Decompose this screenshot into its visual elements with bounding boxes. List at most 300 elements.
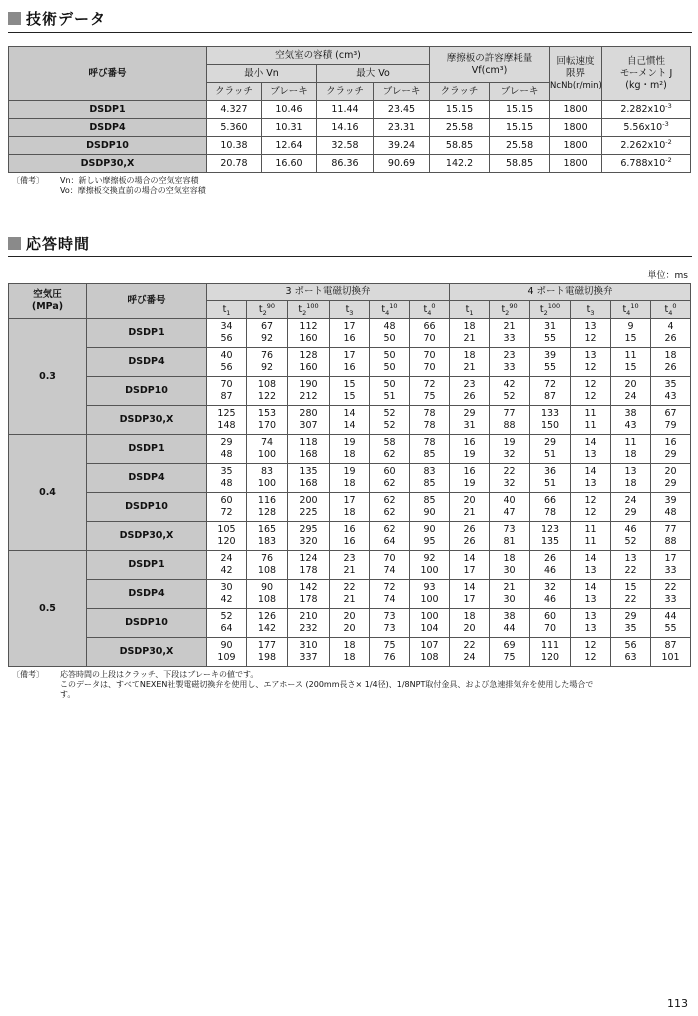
- clutch-value: 22: [343, 582, 356, 593]
- clutch-value: 126: [257, 611, 277, 622]
- brake-value: 56: [220, 333, 233, 344]
- cell-vo-c: 11.44: [317, 101, 374, 119]
- cell-time: [571, 522, 611, 551]
- brake-value: 70: [423, 333, 436, 344]
- cell-time: [611, 348, 651, 377]
- time-subscript: 2: [543, 308, 548, 317]
- clutch-value: 16: [463, 466, 476, 477]
- cell-time: [530, 522, 571, 551]
- cell-inertia: [602, 119, 691, 137]
- clutch-value: 75: [383, 640, 396, 651]
- time-subscript: 2: [302, 308, 307, 317]
- clutch-value: 133: [540, 408, 560, 419]
- cell-time: [611, 406, 651, 435]
- clutch-value: 142: [299, 582, 318, 593]
- response-notes: [12, 670, 593, 700]
- cell-vo-b: 39.24: [374, 137, 430, 155]
- brake-value: 108: [420, 652, 439, 663]
- clutch-value: 190: [299, 379, 318, 390]
- brake-value: 12: [584, 362, 597, 373]
- section-title-response-time: [8, 233, 90, 254]
- brake-value: 13: [584, 478, 597, 489]
- clutch-value: 87: [664, 640, 677, 651]
- brake-value: 100: [257, 449, 277, 460]
- brake-value: 12: [584, 391, 597, 402]
- cell-time: [288, 348, 330, 377]
- cell-pressure: 0.5: [9, 551, 87, 667]
- cell-time: [207, 551, 247, 580]
- clutch-value: 83: [423, 466, 436, 477]
- table-row: [9, 493, 691, 522]
- clutch-value: 90: [220, 640, 233, 651]
- clutch-value: 310: [299, 640, 318, 651]
- cell-time: [410, 638, 450, 667]
- cell-speed: 1800: [550, 137, 602, 155]
- brake-value: 104: [420, 623, 439, 634]
- clutch-value: 78: [423, 437, 436, 448]
- header-wear-unit: Vf(cm³): [471, 64, 508, 76]
- cell-pressure: 0.3: [9, 319, 87, 435]
- cell-time: [207, 493, 247, 522]
- clutch-value: 14: [343, 408, 356, 419]
- header-time-col: [530, 301, 571, 319]
- cell-time: [330, 464, 370, 493]
- cell-time: [288, 464, 330, 493]
- brake-value: 108: [257, 565, 277, 576]
- cell-vf-b: 25.58: [490, 137, 550, 155]
- cell-time: [450, 609, 490, 638]
- time-subscript: 1: [469, 308, 474, 317]
- header-wear-label: 摩擦板の許容摩耗量: [446, 52, 533, 64]
- header-brake: ブレーキ: [374, 83, 430, 101]
- brake-value: 101: [661, 652, 680, 663]
- cell-time: [651, 319, 691, 348]
- clutch-value: 38: [624, 408, 637, 419]
- brake-value: 29: [664, 478, 677, 489]
- cell-time: [530, 319, 571, 348]
- header-volume-group: 空気室の容積 (cm³): [207, 47, 430, 65]
- clutch-value: 128: [299, 350, 318, 361]
- clutch-value: 76: [260, 553, 274, 564]
- brake-value: 168: [299, 478, 318, 489]
- cell-vf-c: 15.15: [430, 101, 490, 119]
- header-time-col: [370, 301, 410, 319]
- cell-time: [450, 435, 490, 464]
- brake-value: 18: [343, 507, 356, 518]
- brake-value: 51: [383, 391, 396, 402]
- cell-time: [330, 319, 370, 348]
- cell-time: [288, 493, 330, 522]
- brake-value: 21: [463, 333, 476, 344]
- time-subscript: 2: [505, 308, 510, 317]
- cell-time: [530, 638, 571, 667]
- cell-time: [410, 464, 450, 493]
- clutch-value: 14: [584, 466, 597, 477]
- clutch-value: 31: [543, 321, 557, 332]
- table-row: [9, 119, 691, 137]
- brake-value: 170: [257, 420, 277, 431]
- clutch-value: 70: [383, 553, 396, 564]
- brake-value: 85: [423, 449, 436, 460]
- cell-time: [530, 348, 571, 377]
- cell-time: [288, 551, 330, 580]
- cell-vf-b: 15.15: [490, 101, 550, 119]
- clutch-value: 13: [584, 321, 597, 332]
- cell-time: [571, 435, 611, 464]
- brake-value: 29: [624, 507, 637, 518]
- header-time-col: [288, 301, 330, 319]
- clutch-value: 14: [584, 582, 597, 593]
- clutch-value: 52: [220, 611, 233, 622]
- cell-vn-c: 4.327: [207, 101, 262, 119]
- cell-time: [330, 435, 370, 464]
- cell-time: [288, 638, 330, 667]
- section-rule: [8, 32, 692, 33]
- header-inertia: [602, 47, 691, 101]
- clutch-value: 20: [343, 611, 356, 622]
- brake-value: 13: [584, 623, 597, 634]
- header-pressure-label: 空気圧: [33, 289, 62, 300]
- square-bullet-icon: [8, 237, 21, 250]
- brake-value: 51: [543, 449, 557, 460]
- header-model: 呼び番号: [9, 47, 207, 101]
- cell-time: [490, 435, 530, 464]
- brake-value: 21: [343, 565, 356, 576]
- cell-time: [247, 435, 288, 464]
- clutch-value: 26: [463, 524, 476, 535]
- cell-time: [247, 580, 288, 609]
- header-clutch: クラッチ: [430, 83, 490, 101]
- cell-time: [207, 522, 247, 551]
- clutch-value: 18: [463, 350, 476, 361]
- clutch-value: 29: [220, 437, 233, 448]
- cell-model: DSDP4: [87, 464, 207, 493]
- cell-time: [450, 638, 490, 667]
- clutch-value: 56: [624, 640, 637, 651]
- cell-vo-c: 14.16: [317, 119, 374, 137]
- clutch-value: 17: [664, 553, 677, 564]
- clutch-value: 50: [383, 350, 396, 361]
- cell-time: [611, 638, 651, 667]
- time-symbol: t: [345, 303, 350, 315]
- clutch-value: 85: [423, 495, 436, 506]
- time-index: [668, 301, 677, 317]
- brake-value: 73: [383, 623, 396, 634]
- brake-value: 21: [463, 362, 476, 373]
- header-pressure-unit: (MPa): [31, 301, 64, 312]
- table-row: [9, 464, 691, 493]
- clutch-value: 35: [664, 379, 677, 390]
- inertia-exponent: -2: [665, 137, 672, 146]
- cell-time: [247, 348, 288, 377]
- cell-time: [410, 348, 450, 377]
- inertia-exponent: -3: [665, 101, 672, 110]
- clutch-value: 50: [383, 379, 396, 390]
- clutch-value: 38: [503, 611, 516, 622]
- clutch-value: 16: [664, 437, 677, 448]
- brake-value: 122: [257, 391, 277, 402]
- cell-time: [530, 464, 571, 493]
- note-tag: 〔備考〕: [12, 176, 44, 185]
- cell-time: [450, 522, 490, 551]
- brake-value: 100: [257, 478, 277, 489]
- cell-time: [370, 377, 410, 406]
- brake-value: 17: [463, 565, 476, 576]
- brake-value: 337: [299, 652, 318, 663]
- brake-value: 18: [343, 652, 356, 663]
- cell-time: [247, 551, 288, 580]
- clutch-value: 11: [584, 524, 597, 535]
- cell-time: [651, 348, 691, 377]
- brake-value: 64: [383, 536, 396, 547]
- brake-value: 178: [299, 565, 318, 576]
- clutch-value: 210: [299, 611, 318, 622]
- brake-value: 50: [383, 362, 396, 373]
- time-symbol: t: [381, 303, 386, 315]
- brake-value: 74: [383, 565, 396, 576]
- cell-time: [651, 580, 691, 609]
- cell-time: [490, 348, 530, 377]
- clutch-value: 14: [463, 553, 476, 564]
- table-row: [9, 406, 691, 435]
- header-pressure: [9, 284, 87, 319]
- cell-time: [410, 319, 450, 348]
- cell-model: DSDP30,X: [9, 155, 207, 173]
- clutch-value: 13: [584, 611, 597, 622]
- brake-value: 32: [503, 478, 516, 489]
- time-superscript: 0: [672, 301, 677, 310]
- cell-time: [207, 377, 247, 406]
- square-bullet-icon: [8, 12, 21, 25]
- tech-notes: [12, 176, 206, 196]
- cell-time: [370, 348, 410, 377]
- cell-time: [571, 580, 611, 609]
- cell-time: [450, 348, 490, 377]
- brake-value: 55: [543, 362, 557, 373]
- cell-vf-b: 15.15: [490, 119, 550, 137]
- brake-value: 12: [584, 507, 597, 518]
- cell-time: [651, 377, 691, 406]
- tech-data-table: [8, 46, 691, 173]
- cell-vf-c: 142.2: [430, 155, 490, 173]
- brake-value: 81: [503, 536, 516, 547]
- time-subscript: 4: [385, 308, 390, 317]
- brake-value: 128: [257, 507, 277, 518]
- cell-vf-c: 25.58: [430, 119, 490, 137]
- clutch-value: 165: [257, 524, 277, 535]
- brake-value: 307: [299, 420, 318, 431]
- cell-time: [288, 319, 330, 348]
- clutch-value: 17: [343, 495, 356, 506]
- brake-value: 109: [217, 652, 236, 663]
- cell-time: [450, 551, 490, 580]
- cell-model: DSDP30,X: [87, 406, 207, 435]
- brake-value: 55: [664, 623, 677, 634]
- time-index: [505, 301, 518, 317]
- brake-value: 75: [503, 652, 516, 663]
- clutch-value: 13: [624, 553, 637, 564]
- brake-value: 43: [624, 420, 637, 431]
- clutch-value: 20: [463, 495, 476, 506]
- cell-time: [247, 464, 288, 493]
- cell-time: [571, 348, 611, 377]
- clutch-value: 70: [423, 350, 436, 361]
- clutch-value: 29: [543, 437, 557, 448]
- header-time-col: [611, 301, 651, 319]
- clutch-value: 18: [463, 611, 476, 622]
- brake-value: 18: [343, 449, 356, 460]
- clutch-value: 72: [383, 582, 396, 593]
- brake-value: 212: [299, 391, 318, 402]
- cell-time: [651, 435, 691, 464]
- clutch-value: 21: [503, 582, 516, 593]
- note-text: す。: [60, 690, 76, 699]
- clutch-value: 72: [543, 379, 557, 390]
- clutch-value: 12: [584, 640, 597, 651]
- brake-value: 48: [220, 478, 233, 489]
- brake-value: 85: [423, 478, 436, 489]
- clutch-value: 105: [217, 524, 236, 535]
- brake-value: 42: [220, 565, 233, 576]
- clutch-value: 76: [260, 350, 274, 361]
- brake-value: 50: [383, 333, 396, 344]
- clutch-value: 32: [543, 582, 557, 593]
- cell-time: [410, 551, 450, 580]
- clutch-value: 23: [343, 553, 356, 564]
- page-number: 113: [667, 997, 688, 1010]
- cell-time: [370, 319, 410, 348]
- clutch-value: 14: [584, 437, 597, 448]
- clutch-value: 116: [257, 495, 277, 506]
- brake-value: 18: [343, 478, 356, 489]
- cell-time: [490, 377, 530, 406]
- time-symbol: t: [501, 303, 506, 315]
- clutch-value: 11: [624, 437, 637, 448]
- clutch-value: 18: [503, 553, 516, 564]
- clutch-value: 20: [624, 379, 637, 390]
- brake-value: 79: [664, 420, 677, 431]
- cell-time: [370, 609, 410, 638]
- clutch-value: 24: [624, 495, 637, 506]
- cell-time: [571, 609, 611, 638]
- header-time-col: [571, 301, 611, 319]
- time-symbol: t: [258, 303, 263, 315]
- brake-value: 33: [503, 333, 516, 344]
- header-inertia-l2: モーメント J: [619, 67, 673, 79]
- clutch-value: 90: [423, 524, 436, 535]
- brake-value: 19: [463, 478, 476, 489]
- cell-time: [571, 406, 611, 435]
- brake-value: 88: [503, 420, 516, 431]
- brake-value: 22: [624, 594, 637, 605]
- table-row: [9, 609, 691, 638]
- brake-value: 95: [423, 536, 436, 547]
- cell-time: [530, 377, 571, 406]
- cell-time: [370, 522, 410, 551]
- clutch-value: 16: [463, 437, 476, 448]
- time-symbol: t: [298, 303, 303, 315]
- table-row: [9, 435, 691, 464]
- time-superscript: 100: [306, 301, 319, 310]
- cell-time: [370, 435, 410, 464]
- table-row: [9, 137, 691, 155]
- cell-time: [611, 580, 651, 609]
- clutch-value: 9: [627, 321, 634, 332]
- clutch-value: 16: [343, 524, 356, 535]
- clutch-value: 73: [503, 524, 516, 535]
- clutch-value: 123: [540, 524, 560, 535]
- brake-value: 12: [584, 333, 597, 344]
- clutch-value: 153: [257, 408, 277, 419]
- cell-model: DSDP30,X: [87, 638, 207, 667]
- table-row: [9, 551, 691, 580]
- clutch-value: 62: [383, 495, 396, 506]
- inertia-base: 5.56x10: [623, 121, 663, 133]
- cell-model: DSDP1: [9, 101, 207, 119]
- cell-time: [450, 464, 490, 493]
- inertia-base: 2.262x10: [620, 139, 666, 151]
- clutch-value: 60: [220, 495, 233, 506]
- cell-time: [330, 348, 370, 377]
- section-title-tech-data: [8, 8, 106, 29]
- cell-time: [330, 522, 370, 551]
- time-subscript: 4: [427, 308, 432, 317]
- header-vn: 最小 Vn: [207, 65, 317, 83]
- brake-value: 63: [624, 652, 637, 663]
- time-symbol: t: [664, 303, 669, 315]
- clutch-value: 12: [584, 495, 597, 506]
- cell-time: [490, 551, 530, 580]
- time-symbol: t: [222, 303, 227, 315]
- cell-model: DSDP1: [87, 435, 207, 464]
- cell-model: DSDP10: [87, 493, 207, 522]
- brake-value: 178: [299, 594, 318, 605]
- brake-value: 26: [463, 391, 476, 402]
- clutch-value: 83: [260, 466, 274, 477]
- clutch-value: 77: [664, 524, 677, 535]
- note-text: このデータは、すべてNEXEN社製電磁切換弁を使用し、エアホース (200mm長さ× 1/4径)、1/8NPT取付金具、および急速排気弁を使用した場合で: [60, 680, 594, 689]
- brake-value: 16: [343, 536, 356, 547]
- cell-vf-c: 58.85: [430, 137, 490, 155]
- clutch-value: 18: [463, 321, 476, 332]
- clutch-value: 18: [343, 640, 356, 651]
- brake-value: 225: [299, 507, 318, 518]
- cell-time: [651, 551, 691, 580]
- cell-time: [330, 493, 370, 522]
- brake-value: 76: [383, 652, 396, 663]
- clutch-value: 67: [260, 321, 274, 332]
- brake-value: 160: [299, 333, 318, 344]
- cell-vn-b: 16.60: [262, 155, 317, 173]
- brake-value: 21: [343, 594, 356, 605]
- cell-time: [247, 406, 288, 435]
- brake-value: 92: [260, 333, 274, 344]
- header-time-col: [490, 301, 530, 319]
- note-text: Vo：摩擦板交換直前の場合の空気室容積: [60, 186, 206, 195]
- cell-time: [370, 493, 410, 522]
- brake-value: 75: [423, 391, 436, 402]
- clutch-value: 18: [664, 350, 677, 361]
- header-model: 呼び番号: [87, 284, 207, 319]
- cell-time: [410, 609, 450, 638]
- clutch-value: 60: [543, 611, 557, 622]
- cell-model: DSDP1: [87, 319, 207, 348]
- cell-time: [490, 406, 530, 435]
- cell-time: [611, 493, 651, 522]
- clutch-value: 74: [260, 437, 274, 448]
- time-subscript: 3: [590, 308, 595, 317]
- cell-time: [490, 609, 530, 638]
